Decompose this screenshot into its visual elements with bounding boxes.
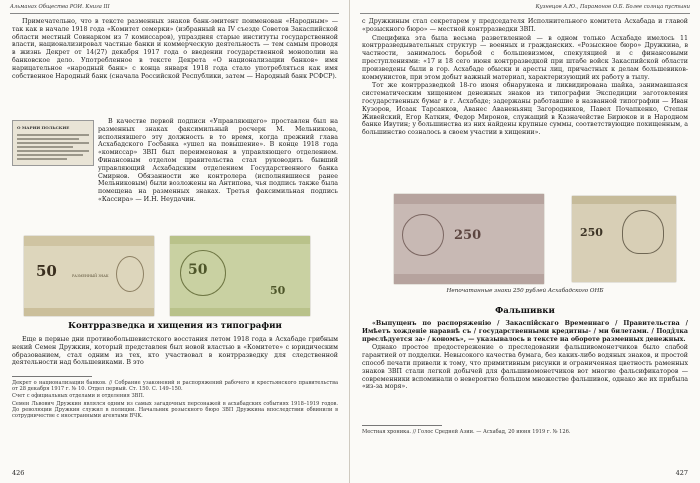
- page-number-right: 427: [675, 469, 688, 477]
- paragraph: В качестве первой подписи «Управляющего» проставлен был на разменных знаках факсимильный росчерк М. Мельникова, исполнявшего эту должность в то время, когда прежний глава Асхабадского Госбанка «ушел на повышение». В конце 1918 года «комиссар» ЗВП был переименован в управляющего отделением. Финансовым отделом правительства стал руководить бывший управляющий Асхабадским отделением Государственного банка Смирнов. Обязанности же контролера (исполнявшиеся ранее Мельниковым) были возложены на Антипова, чья подпись также была помещена на разменных знаках. Третья факсимильная подпись «Кассира» — И.Н. Неудачин.: [98, 118, 338, 203]
- paragraph: Однако простое предостережение о преследовании фальшивомонетчиков было слабой гарантией от подделки. Невысокого качества бумага, без каких-либо водяных знаков, и простой способ печати привели к тому, что примитивным рисунки и ограниченная цветность раменных знаков ЗВП стали легкой добычей для фальшивомонетчиков вот многие фальсификаторов — современники вспоминали о невероятно большом множестве фальшивок, однако же их прибыла «из-за моря».: [362, 344, 688, 391]
- left-text-block-3: [12, 336, 338, 368]
- running-head-left: Альманах Общества РОИ. Книга III: [10, 4, 110, 10]
- paragraph: Тот же контрразведкой 18-го июня обнаружена и ликвидирована шайка, занимавшаяся систематическим хищением денежных знаков из типографии Экспедиции заготовления государственных бумаг в г. Асхабаде; задержаны работавшие в названной типографии — Иван Кузоров, Исаак Тарсанков, Аванес Аваненьянц Загородников, Павел Почапкенко, Степан Живейский, Егор Каткин, Федор Миронов, служащий в Казначействе Бирюков и в Народном банке Ивутин; у большинства из них найдены крупные суммы, соответствующие похищенным, а большинство созналось в своем участии в хищении».: [362, 82, 688, 137]
- paragraph: Специфика эта была весьма разветвленной — в одном только Асхабаде имелось 11 контрразведывательных структур — военных и гражданских. «Розыскное бюро» Дружкина, в частности, занималось борьбой с большевизмом, спекуляцией и с финансовыми преступлениями: «17 и 18 сего июня контрразведкой при штабе войск Закаспийской области произведены были в гор. Асхабаде обыски и аресты лиц, причастных к делам большевиков-коммунистов, при этом добыт важный материал, характеризующий их работу в тылу.: [362, 34, 688, 81]
- footnote: Счет с официальных отделами и отделения ЗВП.: [12, 393, 145, 400]
- footnote: Декрет о национализации банков. // Собрание узаконений и распоряжений рабочего и крестьянского правительства от 28 декабря 1917 г. № 10. Отдел первый. Ст. 150. С. 149–150.: [12, 380, 338, 393]
- decree-clipping-image: [12, 120, 94, 166]
- banknote-50-obverse: [24, 236, 154, 316]
- left-text-block-2: [98, 118, 338, 205]
- right-text-block-2: [362, 320, 688, 392]
- right-page: [350, 0, 700, 483]
- banknote-50-reverse: [170, 236, 310, 316]
- header-rule: [10, 13, 339, 14]
- clipping-title: О МАРИИ ПОЛЬСКИЕ: [17, 125, 70, 130]
- section-heading: Контрразведка и хищения из типографии: [68, 321, 282, 331]
- paragraph: Примечательно, что в тексте разменных знаков банк-эмитент поименован «Народным» — так как в начале 1918 года «Комитет семерки» (избранный на IV съезде Советов Закаспийской области местный Совнарком из 7 комиссаров), упраздняя старые институты государственной власти, национализировал частные банки и коммерческую деятельность — тем самым проводя в жизнь Декрет от 14(27) декабря 1917 года о введении государственной монополии на банковское дело. Употребленное в тексте Декрета «О национализации банков» имя нарицательное «народный банк» с конца января 1918 года стало употребляться как имя собственное Народный банк (сначала Российской Республики, затем — Народный банк РСФСР).: [12, 18, 338, 80]
- note-value: 50: [188, 262, 208, 278]
- note-label: РАЗМЕННЫЙ ЗНАК: [72, 274, 109, 278]
- note-value: 250: [454, 228, 482, 243]
- paragraph: Еще в первые дни противобольшевистского восстания летом 1918 года в Асхабаде грибным некий Семен Дружкин, который представлен был новой властью в «Комитете» с юридическим образованием, стал одним из тех, кто участвовал в контрразведку для следственной деятельности над большевиками. В это: [12, 336, 338, 367]
- footnote: Семен Львович Дружкин являлся одним из самых загадочных персонажей в асхабадских событиях 1918–1919 годов. До революции Дружкин служил в полиции. Начальник розыскного бюро ЗВП Дружкина впоследствии обвинили в сотрудничестве с иностранными агентами ВЧК.: [12, 400, 338, 420]
- footnote-rule: [362, 425, 442, 426]
- footnote-rule: [12, 376, 92, 377]
- footnotes-left: [12, 380, 338, 420]
- section-heading: Фальшивки: [495, 306, 555, 316]
- footnote: Местная хроника. // Голос Средней Азии. — Асхабад, 20 июня 1919 г. № 126.: [362, 429, 571, 435]
- note-value-corner: 50: [270, 284, 286, 297]
- right-text-block-1: [362, 18, 688, 138]
- emblem-oval: [116, 256, 144, 292]
- emblem-circle: [402, 214, 444, 256]
- header-rule: [360, 13, 690, 14]
- figure-caption: Непочатанные знаки 250 рублей Асхабадского ОНБ: [446, 288, 604, 294]
- footnotes-right: [362, 429, 688, 436]
- note-value: 250: [580, 226, 603, 239]
- emblem-shield: [622, 210, 664, 254]
- banknote-250-obverse: [394, 194, 544, 284]
- quotation-paragraph: «Выпущенъ по распоряженію / Закаспійскаго Временнаго / Правительства / Имѣетъ хожденіе наравнѣ съ / государственными кредитны- / ми билетами. / Подд̀лка преслѣдуется за- / кономъ», — указывалось в тексте на обороте разменных денежных.: [362, 320, 688, 343]
- paragraph: с Дружкиным стал секретарем у председателя Исполнительного комитета Асхабада и главой «розыскного бюро» — местной контрразведки ЗВП.: [362, 18, 688, 33]
- left-text-block-1: [12, 18, 338, 81]
- page-number-left: 426: [12, 469, 25, 477]
- note-value: 50: [36, 262, 57, 280]
- running-head-right: Кузнецов А.Ю., Парамонов О.Б. Более солнца пустыни: [535, 4, 690, 10]
- banknote-250-reverse: [572, 196, 676, 282]
